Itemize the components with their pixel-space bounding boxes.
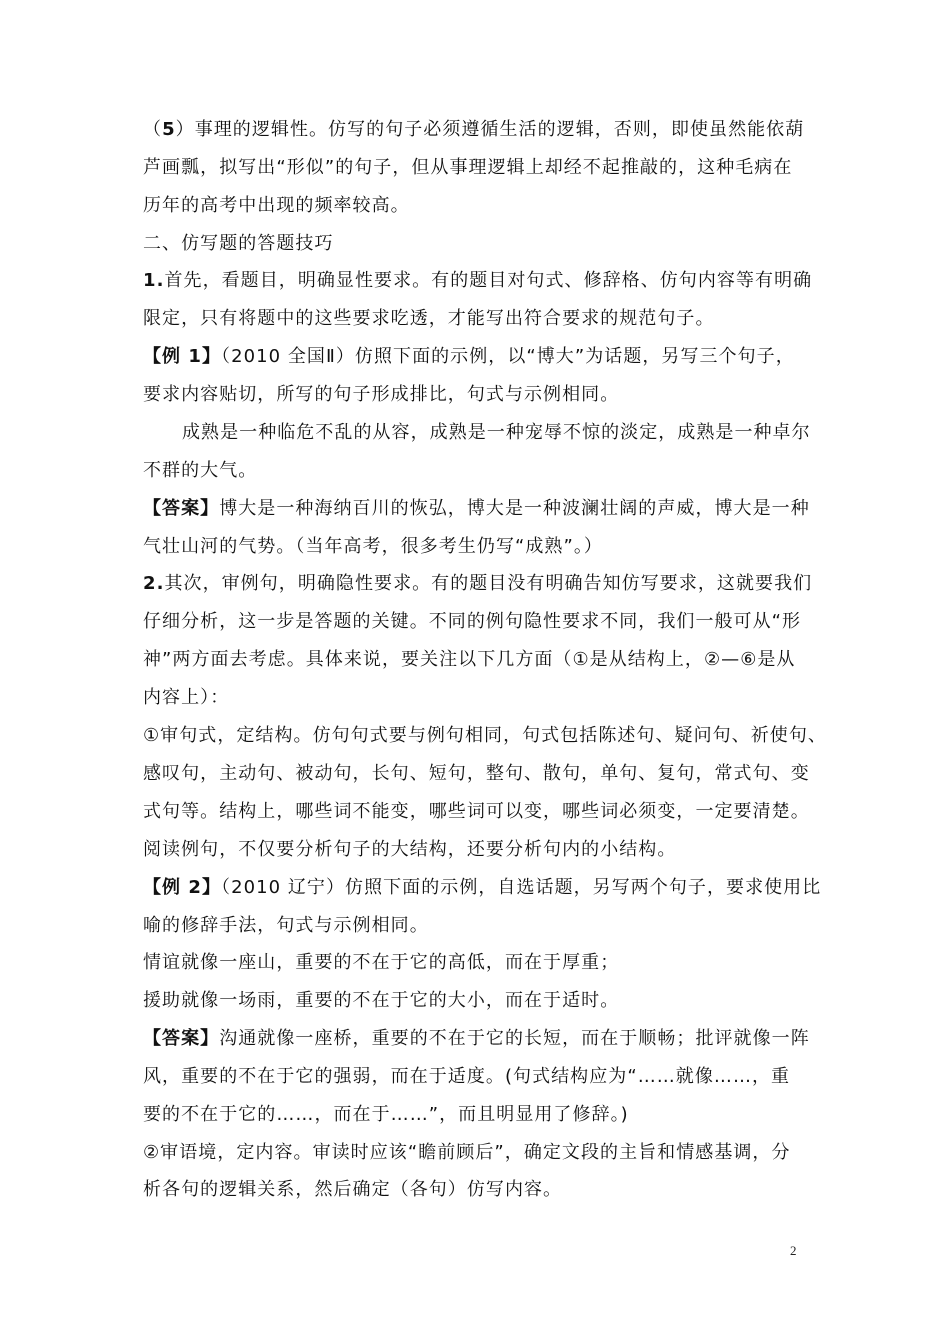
text-line bbox=[143, 723, 827, 749]
text-line bbox=[143, 1102, 629, 1128]
text-run: 沟通就像一座桥，重要的不在于它的长短，而在于顺畅；批评就像一阵 bbox=[219, 1028, 810, 1049]
text-run: 援助就像一场雨，重要的不在于它的大小，而在于适时。 bbox=[143, 990, 620, 1011]
text-run: 喻的修辞手法，句式与示例相同。 bbox=[143, 915, 429, 936]
text-run: （2010 全国Ⅱ）仿照下面的示例，以“博大”为话题，另写三个句子， bbox=[221, 346, 795, 367]
text-run: 首先，看题目，明确显性要求。有的题目对句式、修辞格、仿句内容等有明确 bbox=[164, 270, 813, 291]
text-run: 历年的高考中出现的频率较高。 bbox=[143, 195, 410, 216]
bold-text-run: 【答案】 bbox=[143, 498, 220, 519]
text-line bbox=[143, 988, 619, 1014]
text-run: 感叹句，主动句、被动句，长句、短句，整句、散句，单句、复句，常式句、变 bbox=[143, 763, 810, 784]
text-run: 气壮山河的气势。（当年高考，很多考生仍写“成熟”。） bbox=[143, 536, 603, 557]
text-line bbox=[143, 496, 810, 522]
text-run: 不群的大气。 bbox=[143, 460, 258, 481]
text-line bbox=[143, 571, 812, 597]
text-run: 二、仿写题的答题技巧 bbox=[143, 233, 334, 254]
text-run: 神”两方面去考虑。具体来说，要关注以下几方面（①是从结构上，②—⑥是从 bbox=[143, 649, 796, 670]
text-run: 博大是一种海纳百川的恢弘，博大是一种波澜壮阔的声威，博大是一种 bbox=[219, 498, 810, 519]
bold-text-run: 1. bbox=[143, 270, 165, 291]
text-line bbox=[143, 344, 795, 370]
text-run: 芦画瓢，拟写出“形似”的句子，但从事理逻辑上却经不起推敲的，这种毛病在 bbox=[143, 157, 793, 178]
bold-text-run: 5 bbox=[162, 119, 176, 140]
text-line bbox=[143, 382, 619, 408]
text-run: 风，重要的不在于它的强弱，而在于适度。(句式结构应为“……就像……，重 bbox=[143, 1066, 791, 1087]
bold-text-run: 【例 1】 bbox=[143, 346, 222, 367]
text-line bbox=[143, 647, 795, 673]
text-run: 内容上）： bbox=[143, 687, 230, 708]
text-line bbox=[143, 1140, 791, 1166]
text-run: 阅读例句，不仅要分析句子的大结构，还要分析句内的小结构。 bbox=[143, 839, 677, 860]
text-run: ②审语境，定内容。审读时应该“瞻前顾后”，确定文段的主旨和情感基调，分 bbox=[143, 1142, 791, 1163]
text-run: 情谊就像一座山，重要的不在于它的高低，而在于厚重； bbox=[143, 952, 620, 973]
text-run: 要求内容贴切，所写的句子形成排比，句式与示例相同。 bbox=[143, 384, 620, 405]
text-run: 其次，审例句，明确隐性要求。有的题目没有明确告知仿写要求，这就要我们 bbox=[164, 573, 813, 594]
text-line bbox=[143, 458, 257, 484]
text-line bbox=[143, 950, 619, 976]
text-line bbox=[143, 1064, 790, 1090]
text-line bbox=[143, 1026, 810, 1052]
text-line bbox=[143, 155, 792, 181]
text-line bbox=[143, 1177, 562, 1203]
text-run: 式句等。结构上，哪些词不能变，哪些词可以变，哪些词必须变，一定要清楚。 bbox=[143, 801, 810, 822]
text-run: 要的不在于它的……，而在于……”，而且明显用了修辞。) bbox=[143, 1104, 629, 1125]
bold-text-run: 【答案】 bbox=[143, 1028, 220, 1049]
text-line bbox=[143, 799, 810, 825]
text-line bbox=[143, 609, 801, 635]
text-run: 限定，只有将题中的这些要求吃透，才能写出符合要求的规范句子。 bbox=[143, 308, 715, 329]
text-line bbox=[143, 306, 715, 332]
text-run: 成熟是一种临危不乱的从容，成熟是一种宠辱不惊的淡定，成熟是一种卓尔 bbox=[182, 422, 811, 443]
bold-text-run: 【例 2】 bbox=[143, 877, 222, 898]
text-line bbox=[143, 534, 603, 560]
text-run: ）事理的逻辑性。仿写的句子必须遵循生活的逻辑，否则，即使虽然能依葫 bbox=[175, 119, 805, 140]
text-run: （2010 辽宁）仿照下面的示例，自选话题，另写两个句子，要求使用比 bbox=[221, 877, 822, 898]
bold-text-run: 2. bbox=[143, 573, 165, 594]
text-line bbox=[143, 193, 410, 219]
text-run: 仔细分析，这一步是答题的关键。不同的例句隐性要求不同，我们一般可从“形 bbox=[143, 611, 802, 632]
text-line bbox=[143, 875, 821, 901]
text-line bbox=[143, 761, 810, 787]
text-line bbox=[182, 420, 811, 446]
text-line bbox=[143, 837, 676, 863]
text-line bbox=[143, 685, 229, 711]
text-run: ①审句式，定结构。仿句句式要与例句相同，句式包括陈述句、疑问句、祈使句、 bbox=[143, 725, 827, 746]
text-line bbox=[143, 913, 429, 939]
text-line bbox=[143, 117, 804, 143]
text-run: 析各句的逻辑关系，然后确定（各句）仿写内容。 bbox=[143, 1179, 563, 1200]
text-line bbox=[143, 231, 334, 257]
text-run: （ bbox=[143, 119, 163, 140]
text-line bbox=[143, 268, 812, 294]
page-number: 2 bbox=[790, 1243, 797, 1258]
